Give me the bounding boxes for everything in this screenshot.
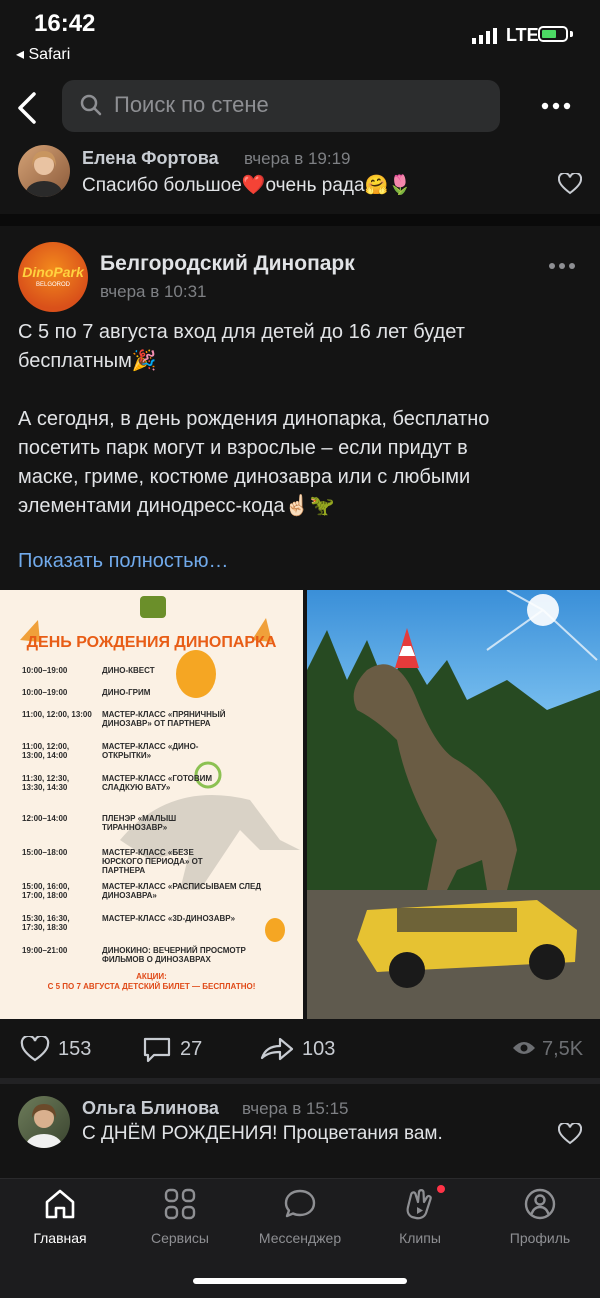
chevron-left-icon[interactable] <box>12 88 42 128</box>
poster-time: 11:00, 12:00, 13:00, 14:00 <box>22 742 70 760</box>
status-time: 16:42 <box>34 10 96 37</box>
battery-tip <box>570 31 573 37</box>
heart-icon[interactable] <box>558 1123 582 1145</box>
dinosaur-photo[interactable] <box>307 590 600 1019</box>
comment-text: Спасибо большое❤️очень рада🤗🌷 <box>82 175 412 196</box>
divider <box>0 214 600 226</box>
back-to-safari[interactable]: ◂ Safari <box>16 46 71 63</box>
network-type: LTE <box>506 25 539 45</box>
post-text-line: элементами динодресс-кода☝🏻🦖 <box>18 495 335 517</box>
post-time: вчера в 10:31 <box>100 282 207 301</box>
poster-time: 15:30, 16:30, 17:30, 18:30 <box>22 914 70 932</box>
post-text-line: бесплатным🎉 <box>18 350 157 372</box>
notification-dot <box>437 1185 445 1193</box>
more-horizontal-icon[interactable] <box>540 98 572 114</box>
comment-icon[interactable] <box>142 1036 172 1064</box>
home-indicator[interactable] <box>193 1278 407 1284</box>
nav-label: Главная <box>33 1230 87 1246</box>
share-icon[interactable] <box>260 1036 294 1062</box>
nav-profile[interactable] <box>485 1187 595 1246</box>
views-count: 7,5K <box>542 1038 584 1060</box>
poster-activity: МАСТЕР-КЛАСС «БЕЗЕ ЮРСКОГО ПЕРИОДА» ОТ ПАРТНЕРА <box>102 848 203 875</box>
poster-activity: ПЛЕНЭР «МАЛЫШ ТИРАННОЗАВР» <box>102 814 177 832</box>
divider <box>0 1078 600 1084</box>
nav-home[interactable] <box>5 1187 115 1246</box>
poster-title: ДЕНЬ РОЖДЕНИЯ ДИНОПАРКА <box>26 634 277 651</box>
poster-activity: МАСТЕР-КЛАСС «ГОТОВИМ СЛАДКУЮ ВАТУ» <box>102 774 213 792</box>
like-icon[interactable] <box>20 1036 50 1062</box>
nav-services[interactable] <box>125 1187 235 1246</box>
more-horizontal-icon[interactable] <box>548 262 576 270</box>
post-text-line: маске, гриме, костюме динозавра или с любыми <box>18 466 471 488</box>
poster-time: 12:00–14:00 <box>22 814 68 823</box>
chat-icon <box>283 1187 317 1221</box>
views-icon <box>512 1040 536 1056</box>
poster-time: 15:00–18:00 <box>22 848 68 857</box>
nav-label: Профиль <box>509 1230 571 1246</box>
nav-label: Мессенджер <box>258 1230 342 1246</box>
profile-icon <box>523 1187 557 1221</box>
comment-time: вчера в 15:15 <box>242 1099 349 1118</box>
poster-activity: МАСТЕР-КЛАСС «РАСПИСЫВАЕМ СЛЕД ДИНОЗАВРА» <box>102 882 262 900</box>
clips-icon <box>403 1187 437 1221</box>
poster-activity: МАСТЕР-КЛАСС «3D-ДИНОЗАВР» <box>102 914 236 923</box>
comment-time: вчера в 19:19 <box>244 149 351 168</box>
dinosaur-scene <box>307 590 600 1019</box>
poster-activity: МАСТЕР-КЛАСС «ПРЯНИЧНЫЙ ДИНОЗАВР» ОТ ПАРТНЕРА <box>102 710 226 728</box>
poster-time: 19:00–21:00 <box>22 946 68 955</box>
poster-time: 10:00–19:00 <box>22 688 68 697</box>
signal-icon <box>472 28 498 44</box>
poster-time: 15:00, 16:00, 17:00, 18:00 <box>22 882 70 900</box>
post-text-line: А сегодня, в день рождения динопарка, бесплатно <box>18 408 490 430</box>
avatar[interactable] <box>18 145 70 197</box>
comment-author[interactable]: Ольга Блинова <box>82 1098 219 1118</box>
battery-icon <box>538 26 568 42</box>
grid-icon <box>163 1187 197 1221</box>
search-placeholder: Поиск по стене <box>114 92 269 117</box>
show-more-link[interactable]: Показать полностью… <box>18 550 229 572</box>
post-text-line: С 5 по 7 августа вход для детей до 16 лет будет <box>18 321 465 343</box>
post-author[interactable]: Белгородский Динопарк <box>100 252 355 275</box>
home-icon <box>43 1187 77 1221</box>
poster-footer: АКЦИИ: <box>136 972 167 981</box>
shares-count: 103 <box>302 1038 336 1060</box>
poster-activity: ДИНО-КВЕСТ <box>102 666 155 675</box>
poster-activity: ДИНОКИНО: ВЕЧЕРНИЙ ПРОСМОТР ФИЛЬМОВ О ДИНОЗАВРАХ <box>102 946 246 964</box>
nav-clips[interactable] <box>365 1187 475 1246</box>
poster-time: 11:00, 12:00, 13:00 <box>22 710 92 719</box>
nav-label: Клипы <box>399 1230 441 1246</box>
status-bar <box>0 0 600 70</box>
post-avatar[interactable] <box>18 242 88 312</box>
search-icon <box>80 94 102 116</box>
heart-icon[interactable] <box>558 173 582 195</box>
search-input[interactable] <box>62 80 500 132</box>
logo-text: DinoPark <box>22 264 84 280</box>
avatar[interactable] <box>18 1096 70 1148</box>
nav-label: Сервисы <box>150 1230 209 1246</box>
likes-count: 153 <box>58 1038 92 1060</box>
comment-text: С ДНЁМ РОЖДЕНИЯ! Процветания вам. <box>82 1123 443 1144</box>
poster-activity: ДИНО-ГРИМ <box>102 688 151 697</box>
poster-activity: МАСТЕР-КЛАСС «ДИНО-ОТКРЫТКИ» <box>102 742 199 760</box>
logo-sub: BELGOROD <box>35 282 70 288</box>
poster-image[interactable] <box>0 590 303 1019</box>
poster-footer: С 5 ПО 7 АВГУСТА ДЕТСКИЙ БИЛЕТ — БЕСПЛАТНО! <box>47 982 256 991</box>
comment-author[interactable]: Елена Фортова <box>82 148 219 168</box>
comments-count: 27 <box>180 1038 203 1060</box>
poster-time: 11:30, 12:30, 13:30, 14:30 <box>22 774 70 792</box>
poster-time: 10:00–19:00 <box>22 666 68 675</box>
post-text-line: посетить парк могут и взрослые – если придут в <box>18 437 468 459</box>
nav-messenger[interactable] <box>245 1187 355 1246</box>
